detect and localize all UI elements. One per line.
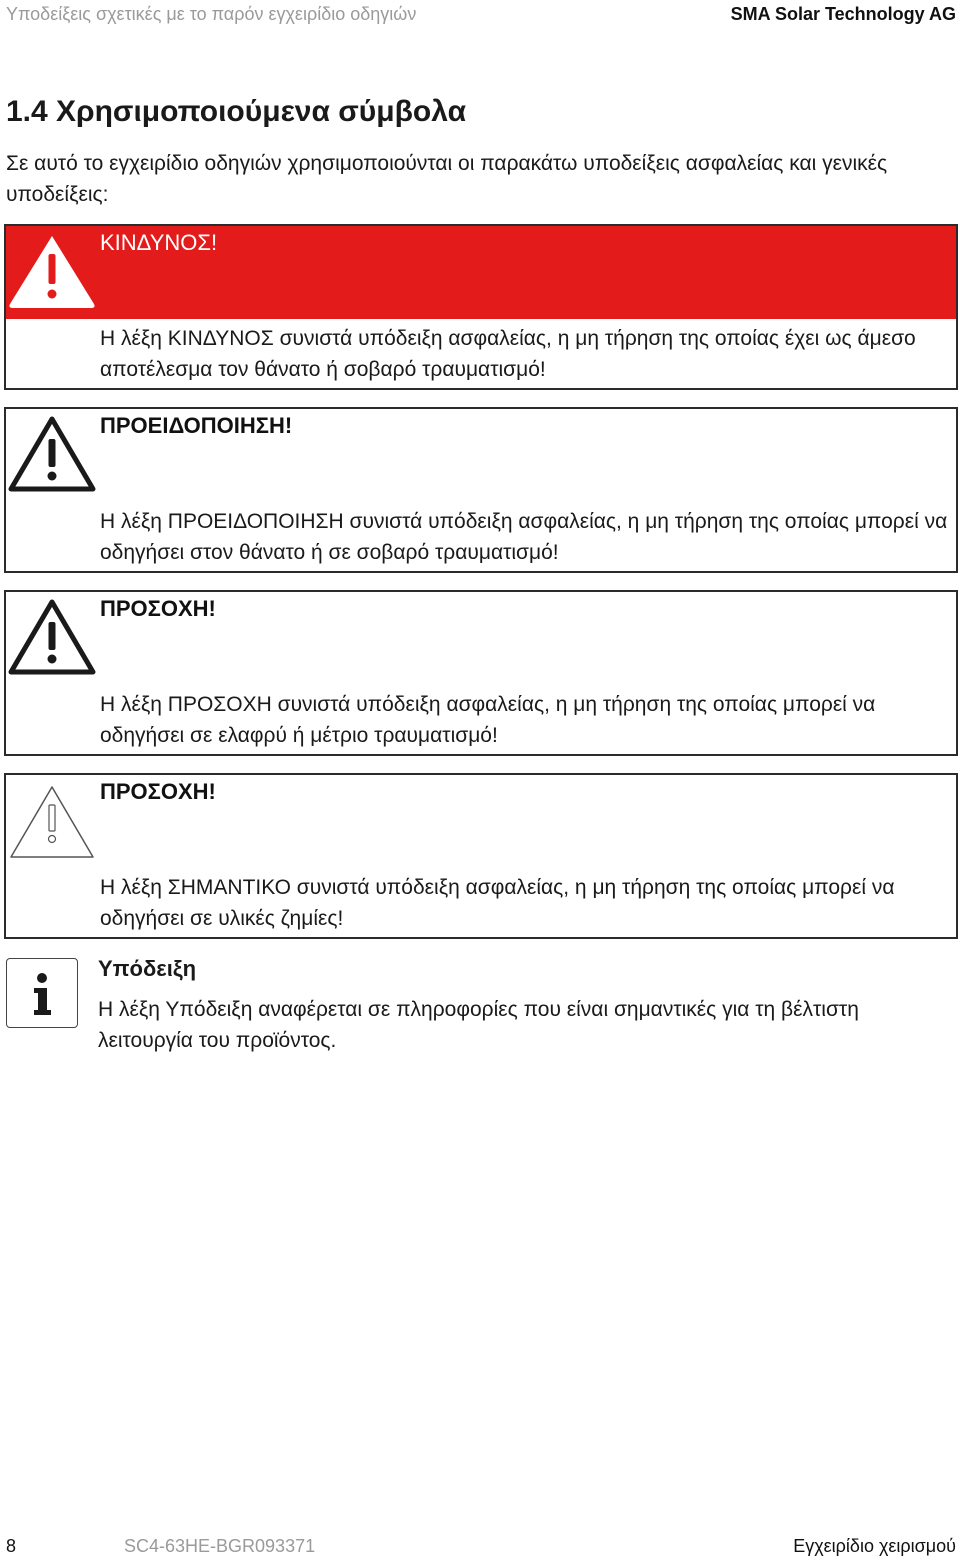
page-number: 8 bbox=[6, 1536, 17, 1556]
document-code: SC4-63HE-BGR093371 bbox=[124, 1536, 316, 1556]
page-header bbox=[6, 2, 956, 26]
header-chapter: Υποδείξεις σχετικές με το παρόν εγχειρίδιο οδηγιών bbox=[6, 3, 417, 24]
info-icon bbox=[6, 958, 78, 1028]
info-note bbox=[4, 956, 958, 1066]
notice-label: ΚΙΝΔΥΝΟΣ! bbox=[100, 230, 218, 255]
note-label: Υπόδειξη bbox=[98, 956, 197, 981]
notice-danger bbox=[4, 224, 958, 390]
warning-triangle-outline-icon bbox=[6, 409, 98, 502]
notice-text: Η λέξη ΠΡΟΕΙΔΟΠΟΙΗΣΗ συνιστά υπόδειξη ασφαλείας, η μη τήρηση της οποίας μπορεί να οδηγήσει στον θάνατο ή σε σοβαρό τραυματισμό! bbox=[100, 510, 948, 564]
warning-triangle-light-icon bbox=[6, 775, 98, 868]
notice-important bbox=[4, 773, 958, 939]
notice-label: ΠΡΟΣΟΧΗ! bbox=[100, 596, 216, 621]
page-footer bbox=[6, 1536, 956, 1560]
note-text: Η λέξη Υπόδειξη αναφέρεται σε πληροφορίες που είναι σημαντικές για τη βέλτιστη λειτουργία του προϊόντος. bbox=[98, 998, 859, 1052]
warning-triangle-filled-icon bbox=[6, 226, 98, 319]
notice-text: Η λέξη ΣΗΜΑΝΤΙΚΟ συνιστά υπόδειξη ασφαλείας, η μη τήρηση της οποίας μπορεί να οδηγήσει σε υλικές ζημίες! bbox=[100, 876, 895, 930]
section-title: 1.4 Χρησιμοποιούμενα σύμβολα bbox=[6, 95, 467, 128]
section-intro: Σε αυτό το εγχειρίδιο οδηγιών χρησιμοποιούνται οι παρακάτω υποδείξεις ασφαλείας και γενικές υποδείξεις: bbox=[6, 152, 888, 206]
notice-caution bbox=[4, 590, 958, 756]
notice-text: Η λέξη ΠΡΟΣΟΧΗ συνιστά υπόδειξη ασφαλείας, η μη τήρηση της οποίας μπορεί να οδηγήσει σε ελαφρύ ή μέτριο τραυματισμό! bbox=[100, 693, 876, 747]
notice-warning bbox=[4, 407, 958, 573]
notice-label: ΠΡΟΣΟΧΗ! bbox=[100, 779, 216, 804]
warning-triangle-outline-icon bbox=[6, 592, 98, 685]
notice-label: ΠΡΟΕΙΔΟΠΟΙΗΣΗ! bbox=[100, 413, 293, 438]
header-company: SMA Solar Technology AG bbox=[730, 3, 956, 24]
notice-text: Η λέξη ΚΙΝΔΥΝΟΣ συνιστά υπόδειξη ασφαλείας, η μη τήρηση της οποίας έχει ως άμεσο αποτέλεσμα τον θάνατο ή σοβαρό τραυματισμό! bbox=[100, 327, 916, 381]
document-title: Εγχειρίδιο χειρισμού bbox=[793, 1536, 956, 1556]
